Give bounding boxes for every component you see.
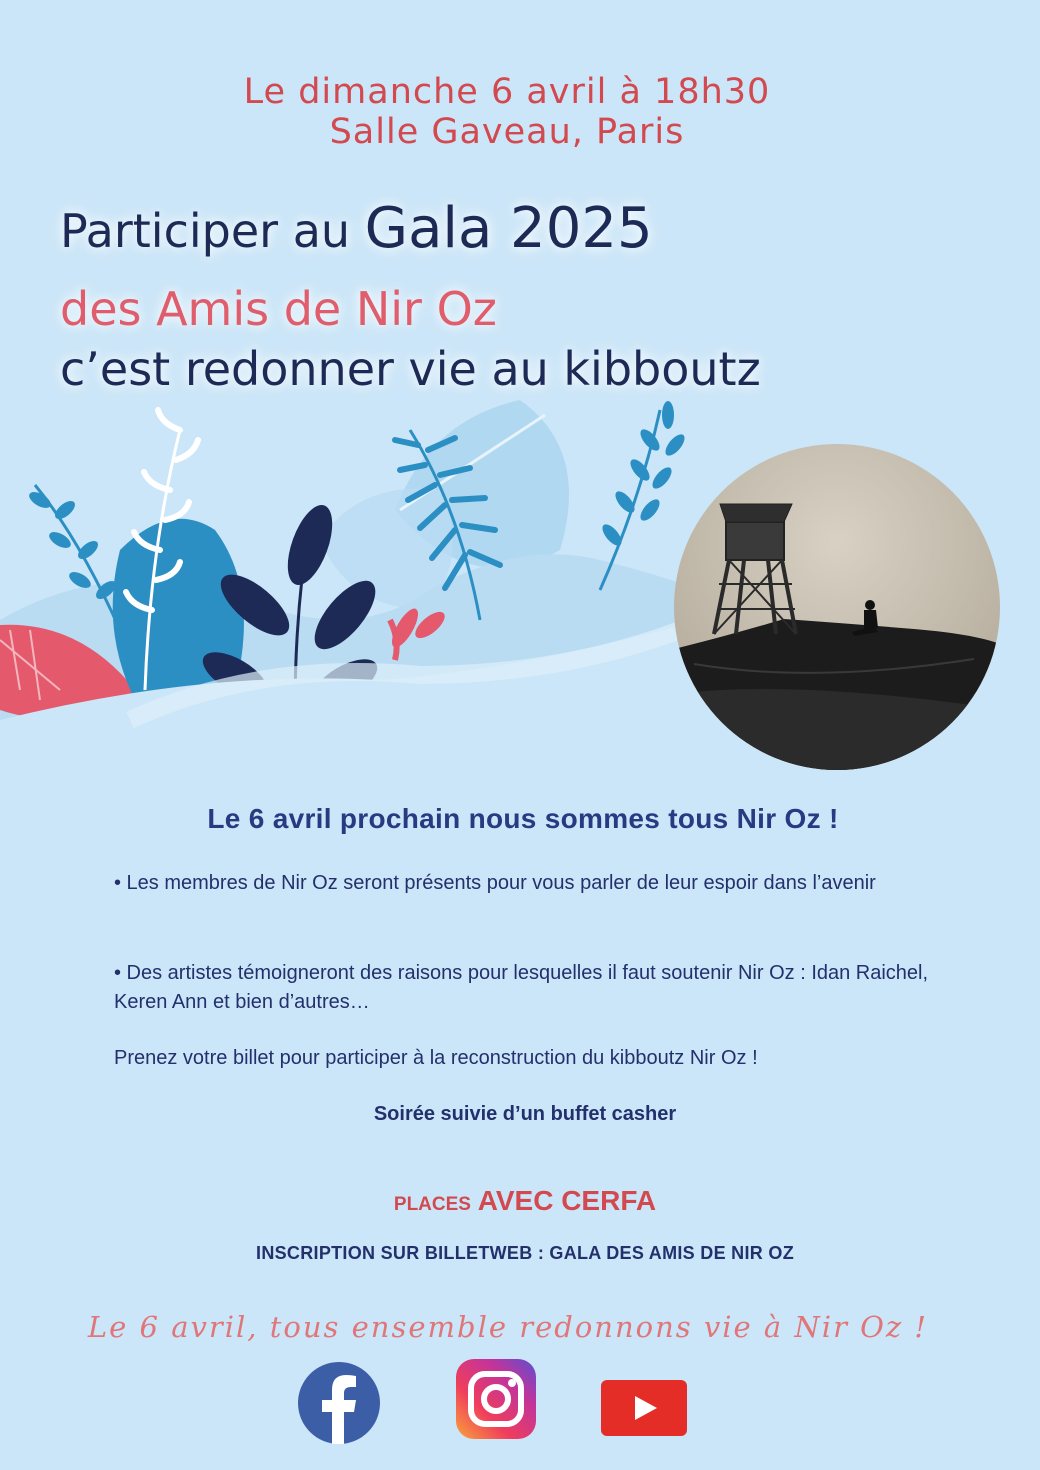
facebook-icon[interactable] <box>298 1362 380 1444</box>
bullet-artists: • Des artistes témoigneront des raisons pour lesquelles il faut soutenir Nir Oz : Idan Raichel, Keren Ann et bien d’autres… <box>114 962 929 1013</box>
title-gala: Gala 2025 <box>364 196 653 261</box>
buffet-note: Soirée suivie d’un buffet casher <box>373 1103 677 1125</box>
call-to-action: Prenez votre billet pour participer à la reconstruction du kibboutz Nir Oz ! <box>114 1047 758 1069</box>
title-prefix: Participer au <box>60 204 351 258</box>
instagram-icon[interactable] <box>456 1359 536 1439</box>
event-date: Le dimanche 6 avril à 18h30 <box>243 72 771 112</box>
bullet-members: • Les membres de Nir Oz seront présents pour vous parler de leur espoir dans l’avenir <box>114 872 876 894</box>
places-prefix: PLACES <box>393 1194 471 1215</box>
event-venue: Salle Gaveau, Paris <box>329 112 685 152</box>
kibbutz-watchtower-photo <box>674 444 1000 770</box>
title-line-2: des Amis de Nir Oz <box>60 282 497 336</box>
headline: Le 6 avril prochain nous sommes tous Nir Oz ! <box>207 803 839 834</box>
places-cerfa <box>0 1185 1040 1217</box>
billetweb-inscription: INSCRIPTION SUR BILLETWEB : GALA DES AMIS DE NIR OZ <box>256 1243 794 1263</box>
closing-slogan: Le 6 avril, tous ensemble redonnons vie à Nir Oz ! <box>87 1310 929 1344</box>
places-emphasis: AVEC CERFA <box>477 1185 657 1216</box>
youtube-icon[interactable] <box>601 1380 687 1436</box>
title-line-1 <box>60 196 653 261</box>
title-line-3: c’est redonner vie au kibboutz <box>60 342 761 396</box>
